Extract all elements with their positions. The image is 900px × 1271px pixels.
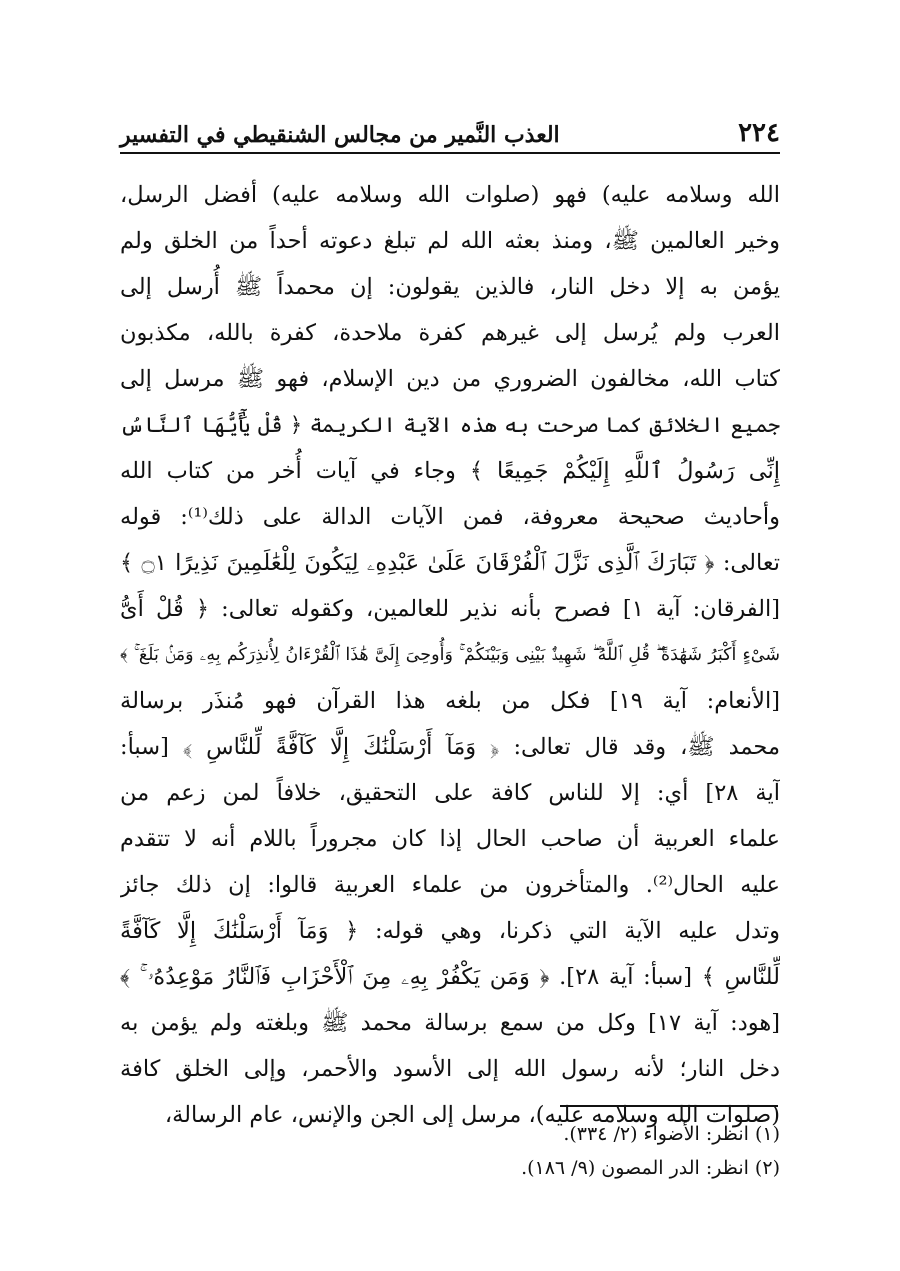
text-line: محمد ﷺ، وقد قال تعالى: ﴿ وَمَآ أَرْسَلْنَٰكَ إِلَّا كَآفَّةً لِّلنَّاسِ ﴾ [سبأ:	[120, 734, 780, 760]
text-line: كتاب الله، مخالفون الضروري من دين الإسلام، فهو ﷺ مرسل إلى	[120, 366, 780, 392]
text-line: شَىْءٍ أَكْبَرُ شَهَٰدَةً ۖ قُلِ ٱللَّهُ ۖ شَهِيدٌۢ بَيْنِى وَبَيْنَكُمْ ۚ وَأُوحِىَ إِلَىَّ هَٰذَا ٱلْقُرْءَانُ لِأُنذِرَكُم بِهِۦ وَمَنۢ بَلَغَ ۚ ﴾	[120, 645, 780, 665]
text-line: وأحاديث صحيحة معروفة، فمن الآيات الدالة على ذلك⁽¹⁾: قوله	[120, 504, 780, 530]
footnotes	[120, 1117, 780, 1185]
text-line: الله وسلامه عليه) فهو (صلوات الله وسلامه عليه) أفضل الرسل،	[120, 182, 780, 208]
text-line: علماء العربية أن صاحب الحال إذا كان مجروراً باللام أنه لا تتقدم	[120, 826, 780, 852]
text-line: (صلوات الله وسلامه عليه)، مرسل إلى الجن والإنس، عام الرسالة،	[164, 1102, 780, 1128]
page-header	[120, 108, 780, 148]
text-line: دخل النار؛ لأنه رسول الله إلى الأسود والأحمر، وإلى الخلق كافة	[120, 1056, 780, 1082]
text-line: إِنِّى رَسُولُ ٱللَّهِ إِلَيْكُمْ جَمِيعًا ﴾ وجاء في آيات أُخر من كتاب الله	[120, 458, 780, 484]
text-line: لِّلنَّاسِ ﴾ [سبأ: آية ٢٨]. ﴿ وَمَن يَكْفُرْ بِهِۦ مِنَ ٱلْأَحْزَابِ فَٱلنَّارُ مَوْعِدُهُۥ ۚ ﴾	[120, 964, 780, 990]
text-line: [الأنعام: آية ١٩] فكل من بلغه هذا القرآن فهو مُنذَر برسالة	[120, 688, 780, 714]
text-line: [هود: آية ١٧] وكل من سمع برسالة محمد ﷺ وبلغته ولم يؤمن به	[120, 1010, 780, 1036]
text-line: العرب ولم يُرسل إلى غيرهم كفرة ملاحدة، كفرة بالله، مكذبون	[120, 320, 780, 346]
text-line: يؤمن به إلا دخل النار، فالذين يقولون: إن محمداً ﷺ أُرسل إلى	[120, 274, 780, 300]
text-line: عليه الحال⁽²⁾. والمتأخرون من علماء العربية قالوا: إن ذلك جائز	[120, 872, 780, 898]
running-title: العذب النَّمير من مجالس الشنقيطي في التفسير	[120, 122, 560, 148]
footnote-rule	[560, 1105, 778, 1107]
text-line: [الفرقان: آية ١] فصرح بأنه نذير للعالمين، وكقوله تعالى: ﴿ قُلْ أَىُّ	[120, 596, 780, 622]
text-line: تعالى: ﴿ تَبَارَكَ ٱلَّذِى نَزَّلَ ٱلْفُرْقَانَ عَلَىٰ عَبْدِهِۦ لِيَكُونَ لِلْعَٰلَمِينَ نَذِيرًا ۝١ ﴾	[120, 550, 780, 576]
page-number: ٢٢٤	[738, 118, 780, 148]
text-line: وخير العالمين ﷺ، ومنذ بعثه الله لم تبلغ دعوته أحداً من الخلق ولم	[120, 228, 780, 254]
text-line: جميع الخلائق كما صرحت به هذه الآية الكريمة ﴿ قُلْ يَٰٓأَيُّهَا ٱلنَّاسُ	[120, 413, 780, 437]
footnote: (١) انظر: الأضواء (٢/ ٣٣٤).	[563, 1123, 780, 1145]
footnote: (٢) انظر: الدر المصون (٩/ ١٨٦).	[521, 1157, 780, 1179]
header-rule	[120, 152, 780, 154]
text-line: وتدل عليه الآية التي ذكرنا، وهي قوله: ﴿ وَمَآ أَرْسَلْنَٰكَ إِلَّا كَآفَّةً	[120, 918, 780, 944]
text-line: آية ٢٨] أي: إلا للناس كافة على التحقيق، خلافاً لمن زعم من	[120, 780, 780, 806]
body-text	[120, 172, 780, 1138]
